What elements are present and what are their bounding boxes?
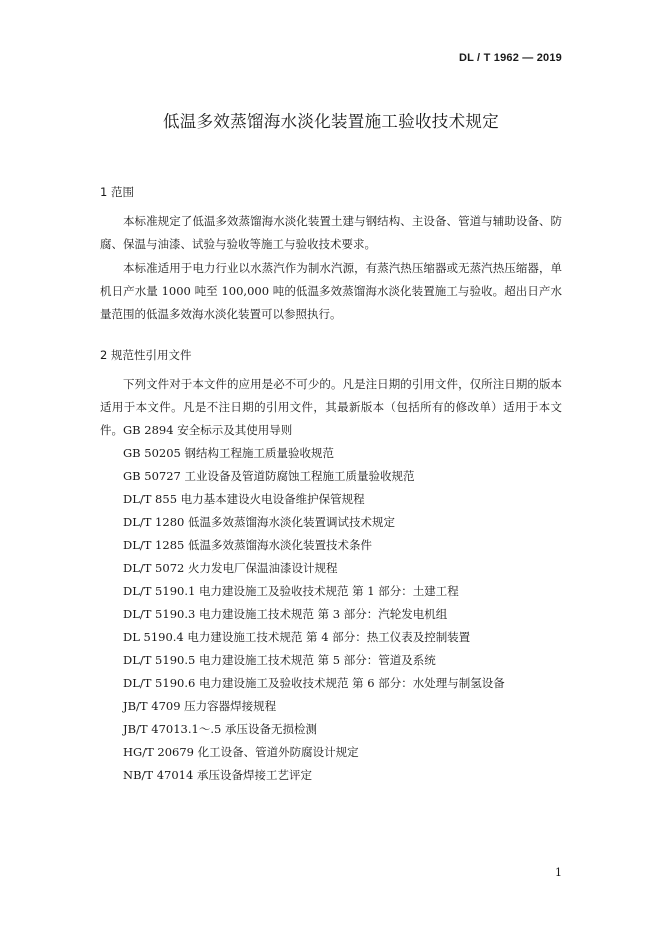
reference-item: DL/T 1280 低温多效蒸馏海水淡化装置调试技术规定 — [123, 515, 395, 529]
references-intro-paragraph: 下列文件对于本文件的应用是必不可少的。凡是注日期的引用文件，仅所注日期的版本适用于本文件。凡是不注日期的引用文件，其最新版本（包括所有的修改单）适用于本文件。 — [100, 377, 562, 437]
reference-item: GB 2894 安全标示及其使用导则 — [123, 423, 293, 437]
document-title: 低温多效蒸馏海水淡化装置施工验收技术规定 — [163, 112, 499, 131]
reference-item: DL/T 5072 火力发电厂保温油漆设计规程 — [123, 561, 338, 575]
reference-item: GB 50205 钢结构工程施工质量验收规范 — [123, 446, 335, 460]
section-heading-normative-references: 2 规范性引用文件 — [100, 348, 192, 362]
reference-item: NB/T 47014 承压设备焊接工艺评定 — [123, 768, 312, 782]
page-number: 1 — [555, 866, 562, 879]
standard-code: DL / T 1962 — 2019 — [458, 52, 562, 64]
scope-paragraph-2: 本标准适用于电力行业以水蒸汽作为制水汽源，有蒸汽热压缩器或无蒸汽热压缩器，单机日产水量 1000 吨至 100,000 吨的低温多效蒸馏海水淡化装置施工与验收。超出日产水量范围的低温多效海水淡化装置可以参照执行。 — [100, 261, 562, 321]
reference-item: DL/T 5190.5 电力建设施工技术规范 第 5 部分：管道及系统 — [123, 653, 436, 667]
reference-item: DL/T 5190.6 电力建设施工及验收技术规范 第 6 部分：水处理与制氢设备 — [123, 676, 505, 690]
reference-item: JB/T 4709 压力容器焊接规程 — [123, 699, 277, 713]
section-heading-scope: 1 范围 — [100, 185, 134, 199]
reference-item: DL/T 855 电力基本建设火电设备维护保管规程 — [123, 492, 365, 506]
reference-item: JB/T 47013.1～.5 承压设备无损检测 — [123, 722, 317, 736]
reference-item: DL/T 1285 低温多效蒸馏海水淡化装置技术条件 — [123, 538, 372, 552]
reference-item: DL 5190.4 电力建设施工技术规范 第 4 部分：热工仪表及控制装置 — [123, 630, 471, 644]
reference-item: DL/T 5190.1 电力建设施工及验收技术规范 第 1 部分：土建工程 — [123, 584, 459, 598]
reference-item: HG/T 20679 化工设备、管道外防腐设计规定 — [123, 745, 359, 759]
reference-item: GB 50727 工业设备及管道防腐蚀工程施工质量验收规范 — [123, 469, 415, 483]
reference-item: DL/T 5190.3 电力建设施工技术规范 第 3 部分：汽轮发电机组 — [123, 607, 448, 621]
reference-list — [123, 419, 505, 787]
scope-paragraph-1: 本标准规定了低温多效蒸馏海水淡化装置土建与钢结构、主设备、管道与辅助设备、防腐、保温与油漆、试验与验收等施工与验收技术要求。 — [100, 214, 562, 251]
